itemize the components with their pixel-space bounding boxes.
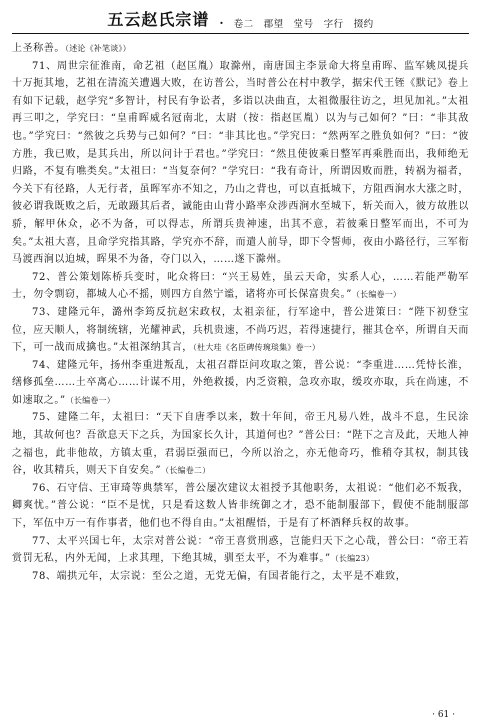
- paragraph-text: 74、建隆元年，扬州李重进叛乱，太祖召群臣问攻取之策，普公说：“李重进……凭恃长淮，缮修孤垒……土卒离心……计谋不用，外绝救援，内乏资粮，急攻亦取，缓攻亦取，兵在尚速，不如速取之。”: [12, 359, 469, 406]
- header-item-zihang: 字行: [323, 19, 344, 30]
- paragraph-72: [12, 269, 469, 304]
- paragraph-76: [12, 480, 469, 533]
- paragraph-continued: [12, 40, 469, 58]
- paragraph-78: [12, 568, 469, 586]
- paragraph-73: [12, 304, 469, 357]
- source-note: （长编卷一）: [65, 395, 115, 405]
- paragraph-77: [12, 533, 469, 568]
- paragraph-text: 上圣称善。: [12, 43, 65, 54]
- header-item-volume: 卷二: [233, 19, 254, 30]
- paragraph-text: 72、普公策划陈桥兵变时，叱众将曰：“兴王易姓，虽云天命，实系人心，……若能严勒军士，勿令剽窃，都城人心不摇，则四方自然宁谧，诸将亦可长保富贵矣。”: [12, 271, 469, 301]
- book-title: 五云赵氏宗谱: [107, 10, 210, 29]
- header-item-tanghao: 堂号: [293, 19, 314, 30]
- body-text: [12, 40, 469, 585]
- paragraph-74: [12, 357, 469, 410]
- paragraph-text: 75、建隆二年，太祖曰：“天下自唐季以来，数十年间，帝王凡易八姓，战斗不息，生民涂地，其故何也？吾欲息天下之兵，为国家长久计，其道何也？”普公曰：“陛下之言及此，天地人神之福也，此非他故，方镇太重，君弱臣强而已，今所以治之，亦无他奇巧，惟稍夺其权，制其钱谷，收其精兵，则天下自安矣。”: [12, 412, 469, 477]
- source-note: （杜大珪《名臣碑传琬琰集》卷一）: [192, 343, 321, 353]
- paragraph-text: 71、周世宗征淮南，命艺祖（赵匡胤）取滁州，南唐国主李景命大将皇甫晖、监军姚凤提兵十万扼其地，艺祖在清流关遭遇大败，在访普公，当时普公在村中教学，据宋代王铚《默记》卷上有如下记载，赵学究“多智计，村民有争讼者，多诣以决曲直，太祖微服往访之，坦见加礼。”太祖再三叩之，学究曰：“皇甫晖威名冠南北，太尉（按：指赵匡胤）以为与己如何？”曰：“非其敌也。”学究曰：“然彼之兵势与己如何？”曰：“非其比也。”学究曰：“然两军之胜负如何？”曰：“彼方胜，我已败，是其兵出，所以问计于君也。”学究曰：“然且使彼乘日整军再乘胜而出，我师绝无归路，不复有噍类矣。”太祖曰：“当复奈何？”学究曰：“我有奇计，所谓因败而胜，转祸为福者，今关下有径路，人无行者，虽晖军亦不知之，乃山之背也，可以直抵城下，方阻西涧水大涨之时，彼必谓我既败之后，无敢蹑其后者，诚能由山背小路率众涉西涧水至城下，斩关而入，彼方故胜以骄，解甲休众，必不为备，可以得志，所谓兵贵神速，出其不意，若彼乘日整军而出，不可为矣。”太祖大喜，且命学究指其路，学究亦不辞，而遣人前导，即下令誓师，夜由小路径行，三军衔马渡西涧以迫城，晖果不为备，夺门以入，……遂下滁州。: [12, 60, 469, 266]
- source-note: （长编23）: [330, 554, 375, 564]
- paragraph-text: 77、太平兴国七年，太宗对普公说：“帝王喜赏刑惑，岂能归天下之心哉，普公曰：“帝王若赏罚无私，内外无闻，上求其理，下绝其城，驯至太平，不为难事。”: [12, 535, 469, 565]
- paragraph-text: 76、石守信、王审琦等典禁军，普公屡次建议太祖授予其他职务，太祖说：“他们必不叛我，卿爽忧。”普公说：“臣不是忧，只是看这数人皆非统御之才，恐不能制服部下，假使不能制服部下，军伍中万一有作事者，他们也不得自由。”太祖醒悟，于是有了杯酒释兵权的故事。: [12, 482, 469, 530]
- header-item-junwang: 郡望: [263, 19, 284, 30]
- page-header: [12, 0, 469, 34]
- paragraph-text: 73、建隆元年，潞州李筠反抗赵宋政权，太祖亲征，行军途中，普公进策曰：“陛下初登宝位，应天顺人，将制统辖，光耀神武，兵机贵速，不尚巧迟，若得速捷行，摧其仓卒，所谓自天而下，可一战而成擒也。”太祖深纳其言，: [12, 306, 469, 354]
- source-note: （长编卷一）: [351, 290, 402, 300]
- header-item-duoyue: 掇约: [353, 19, 374, 30]
- paragraph-71: [12, 58, 469, 269]
- source-note: （述论《补笔谈》）: [65, 44, 131, 53]
- paragraph-text: 78、端拱元年，太宗说：至公之道，无党无偏，有国者能行之，太平是不难致，: [32, 570, 407, 582]
- page-number: · 61 ·: [432, 710, 455, 720]
- source-note: （长编卷二）: [161, 466, 211, 476]
- paragraph-75: [12, 409, 469, 479]
- header-separator: ·: [219, 16, 224, 30]
